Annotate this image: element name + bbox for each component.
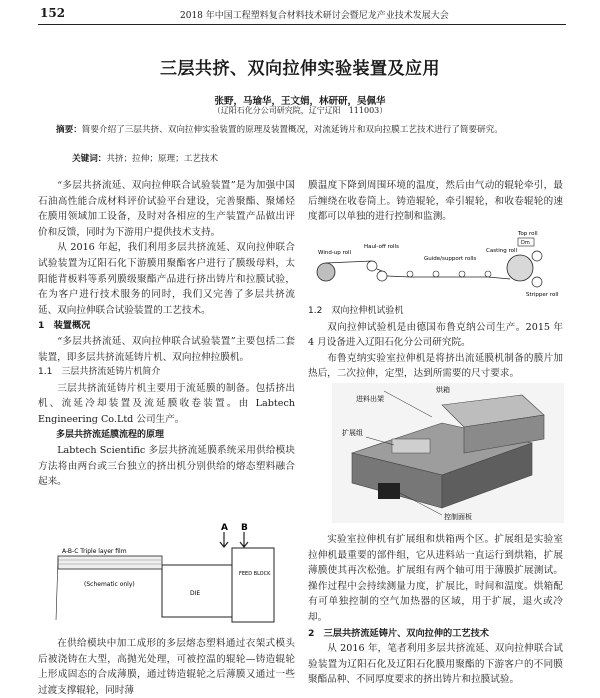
extend-group (392, 439, 430, 453)
subsection-heading: 1.2 双向拉伸机试验机 (308, 306, 404, 316)
header-rule (38, 24, 566, 25)
paragraph: 双向拉伸试验机是由德国布鲁克纳公司生产。2015 年 4 月设备进入辽阳石化分公司研究院。 (308, 321, 563, 349)
stripper-roll-label: Stripper roll (526, 292, 559, 298)
right-column-mid (308, 304, 563, 382)
top-roll (532, 251, 542, 261)
guide-roll (407, 271, 413, 277)
schematic-label: (Schematic only) (84, 581, 135, 588)
label-panel: 控制面板 (444, 513, 472, 521)
film-path (326, 261, 510, 279)
guide-roll (459, 271, 465, 277)
feed-block (232, 548, 274, 622)
abstract-label: 摘要： (56, 125, 82, 135)
subsection-heading: 1.1 三层共挤流延铸片机简介 (38, 367, 161, 378)
section-heading: 2 三层共挤流延铸片、双向拉伸的工艺技术 (308, 627, 489, 639)
keywords-text: 共挤；拉伸；原理；工艺技术 (106, 154, 219, 164)
right-column-top (308, 178, 563, 225)
control-panel (378, 483, 400, 499)
arrow-a (220, 532, 228, 547)
keywords-label: 关键词： (72, 154, 107, 164)
right-column-bottom (308, 532, 563, 688)
section-heading: 1 装置概况 (38, 320, 91, 332)
paragraph: 布鲁克纳实验室拉伸机是将挤出流延膜机制备的膜片加热后，二次拉伸，定型，达到所需要的尺寸要求。 (308, 352, 563, 380)
page-number: 152 (40, 6, 66, 20)
haul-off-roll (367, 261, 377, 271)
label-extend: 扩展组 (342, 429, 363, 437)
paragraph: 从 2016 年，笔者利用多层共挤流延、双向拉伸联合试验装置为辽阳石化及辽阳石化膜用聚酯的下游客户的不同膜聚酯品种、不同厚度要求的挤出铸片和拉膜试验。 (308, 643, 563, 686)
abstract-text: 简要介绍了三层共挤、双向拉伸实验装置的原理及装置概况，对流延铸片和双向拉膜工艺技术进行了简要研究。 (81, 125, 503, 135)
cast-film-line-figure (312, 224, 560, 300)
dm-label: Dm (521, 240, 530, 246)
guide-roll (433, 271, 439, 277)
label-b: B (241, 523, 248, 533)
stripper-roll (532, 277, 542, 287)
guide-rolls-label: Guide/support rolls (424, 256, 477, 262)
guide-roll (485, 271, 491, 277)
paragraph: 从 2016 年起，我们利用多层共挤流延、双向拉伸联合试验装置为辽阳石化下游膜用聚酯客户进行了膜级母料，太阳能背板料等系列膜级聚酯产品进行挤出铸片和拉膜试验，在为客户进行技术服务的同时，我们又完善了多层共挤流延、双向拉伸联合试验装置的工艺技术。 (38, 242, 295, 316)
paragraph: 三层共挤流延铸片机主要用于流延膜的制备。包括挤出机、流延冷却装置及流延膜收卷装置。由 Labtech Engineering Co.Ltd 公司生产。 (38, 382, 295, 425)
paragraph: “多层共挤流延、双向拉伸联合试验装置”是为加强中国石油高性能合成材料评价试验平台建设，完善聚酯、聚烯烃在膜用领域加工设备，及时对各相应的生产装置产品做出评价和反馈，同时为下游用户提供技术支持。 (38, 180, 295, 238)
haul-off-rolls-label: Haul-off rolls (364, 244, 399, 250)
principle-heading: 多层共挤流延膜流程的原理 (56, 429, 165, 440)
keywords (72, 152, 218, 164)
paragraph: 在供给模块中加工成形的多层熔态塑料通过衣架式模头后被浇铸在大型，高抛光处理，可被控温的辊轮—铸造辊轮上形成固态的合成薄膜，通过铸造辊轮之后薄膜又通过一些过渡支撑辊轮，同时薄 (38, 638, 295, 696)
left-column (38, 178, 295, 490)
wind-up-roll (317, 263, 335, 281)
arrow-b (240, 532, 248, 547)
left-column-bottom (38, 636, 295, 698)
top-roll-label: Top roll (518, 231, 538, 237)
label-feed: 进料出架 (356, 395, 384, 403)
affiliation: （辽阳石化分公司研究院，辽宁辽阳 111003） (212, 106, 388, 115)
article-title: 三层共挤、双向拉伸实验装置及应用 (160, 59, 440, 79)
label-oven: 烘箱 (436, 386, 450, 394)
triple-layer-label: A-B-C Triple layer film (62, 548, 127, 555)
paragraph: Labtech Scientific 多层共挤流延膜系统采用供给模块方法将由两台或三台独立的挤出机分别供给的熔态塑料融合起来。 (38, 445, 295, 488)
paragraph: 实验室拉伸机有扩展组和烘箱两个区。扩展组是实验室拉伸机最重要的部件组，它从进料站一直运行到烘箱，扩展薄膜使其再次松弛。扩展组有两个轴可用于薄膜扩展测试。操作过程中会持续测量力度，扩展比，时间和温度。烘箱配有可单独控制的空气加热器的区域，用于扩展，退火或冷却。 (308, 534, 563, 623)
casting-roll-label: Casting roll (486, 248, 518, 254)
haul-off-roll (377, 271, 387, 281)
feed-block-label: FEED BLOCK (239, 571, 271, 577)
die-label: DIE (190, 590, 201, 597)
running-title: 2018 年中国工程塑料复合材料技术研讨会暨尼龙产业技术发展大会 (180, 11, 449, 21)
wind-up-roll-label: Wind-up roll (318, 250, 352, 256)
stretching-machine-figure (332, 383, 564, 523)
abstract (56, 124, 556, 137)
casting-roll (507, 255, 533, 281)
film-strip (58, 556, 162, 569)
paragraph: 膜温度下降到周围环境的温度，然后由气动的辊轮牵引，最后缠绕在收卷筒上。铸造辊轮，牵引辊轮，和收卷辊轮的速度都可以单独的进行控制和监测。 (308, 180, 563, 223)
authors: 张野，马瑜华，王文娟，林研研，吴佩华 (214, 96, 386, 107)
feedblock-schematic-figure (54, 520, 279, 628)
label-a: A (221, 523, 228, 533)
paragraph: “多层共挤流延、双向拉伸联合试验装置”主要包括二套装置，即多层共挤流延铸片机、双向拉伸拉膜机。 (38, 335, 295, 363)
